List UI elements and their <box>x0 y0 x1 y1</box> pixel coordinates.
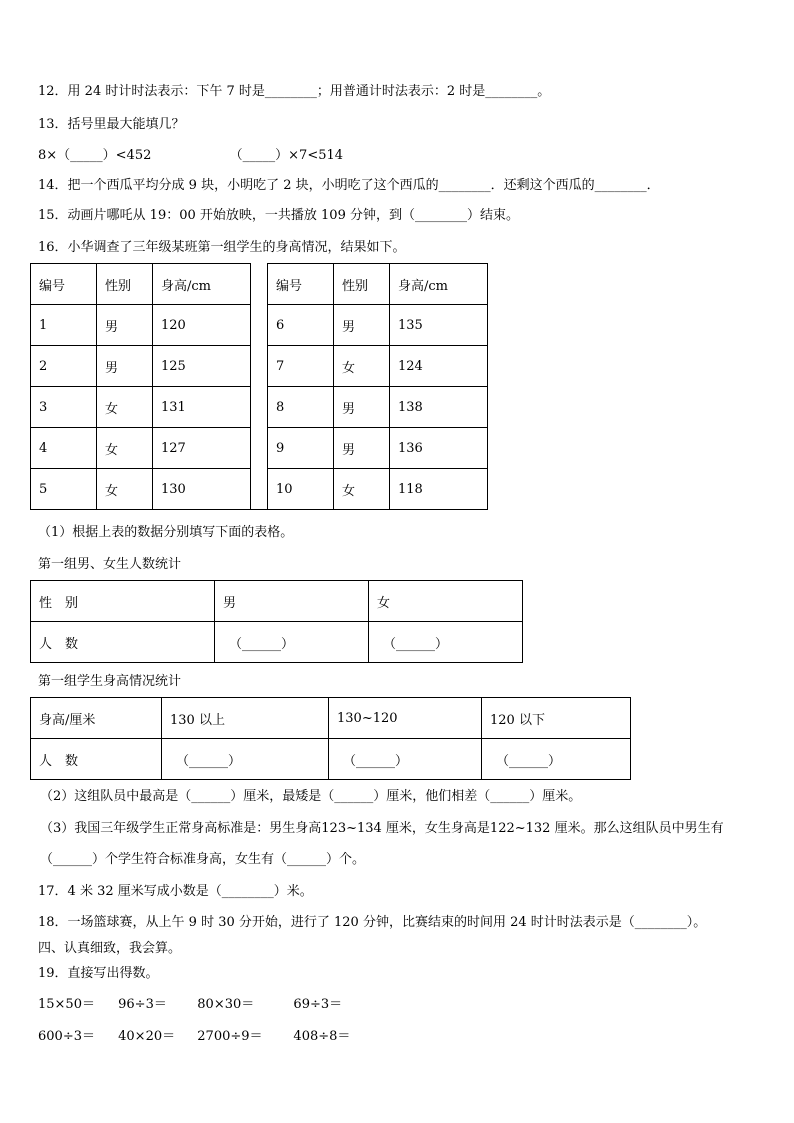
cell: 性 别 <box>31 581 215 622</box>
cell: 男 <box>215 581 369 622</box>
gender-table-title: 第一组男、女生人数统计 <box>38 557 182 572</box>
calc-item: 2700÷9＝ <box>197 1029 263 1044</box>
cell: 5 <box>31 469 97 510</box>
calc-item: 96÷3＝ <box>118 997 167 1012</box>
question-16-3-line2: （______）个学生符合标准身高，女生有（______）个。 <box>40 852 366 867</box>
blank-cell: （______） <box>369 622 523 663</box>
header-height: 身高/cm <box>153 264 251 305</box>
cell: 8 <box>268 387 334 428</box>
table-row <box>31 428 488 469</box>
table-row <box>31 622 523 663</box>
table-gap <box>251 428 268 469</box>
cell: 女 <box>97 428 153 469</box>
gender-count-table <box>30 580 523 663</box>
table-row <box>31 698 631 739</box>
cell: 124 <box>390 346 488 387</box>
cell: 10 <box>268 469 334 510</box>
cell: 女 <box>334 469 390 510</box>
question-13: 13．括号里最大能填几？ <box>38 117 185 132</box>
question-12: 12．用 24 时计时法表示：下午 7 时是________；用普通计时法表示：2 时是________。 <box>38 84 551 99</box>
blank-cell: （______） <box>329 739 482 780</box>
question-13-items <box>38 147 343 165</box>
calc-item: 600÷3＝ <box>38 1029 95 1044</box>
table-row <box>31 387 488 428</box>
question-14: 14．把一个西瓜平均分成 9 块，小明吃了 2 块，小明吃了这个西瓜的________．还剩这个西瓜的________． <box>38 178 660 193</box>
calc-item: 80×30＝ <box>197 997 255 1012</box>
question-15: 15．动画片哪吒从 19：00 开始放映，一共播放 109 分钟，到（________）结束。 <box>38 208 519 223</box>
calc-item: 408÷8＝ <box>293 1029 351 1044</box>
question-16-2: （2）这组队员中最高是（______）厘米，最矮是（______）厘米，他们相差（______）厘米。 <box>40 789 582 804</box>
cell: 118 <box>390 469 488 510</box>
table-gap <box>251 305 268 346</box>
calc-item: 69÷3＝ <box>293 997 343 1012</box>
cell: 130~120 <box>329 698 482 739</box>
question-19: 19．直接写出得数。 <box>38 966 159 981</box>
cell: 男 <box>97 305 153 346</box>
cell: 4 <box>31 428 97 469</box>
cell: 138 <box>390 387 488 428</box>
header-gender: 性别 <box>97 264 153 305</box>
question-16-3-line1: （3）我国三年级学生正常身高标准是：男生身高123~134 厘米，女生身高是122~132 厘米。那么这组队员中男生有 <box>40 821 724 836</box>
header-id: 编号 <box>268 264 334 305</box>
question-17: 17．4 米 32 厘米写成小数是（________）米。 <box>38 884 313 899</box>
height-stat-table <box>30 697 631 780</box>
header-gender: 性别 <box>334 264 390 305</box>
cell: 131 <box>153 387 251 428</box>
calc-item: 40×20＝ <box>118 1029 176 1044</box>
cell: 人 数 <box>31 622 215 663</box>
height-stat-title: 第一组学生身高情况统计 <box>38 674 182 689</box>
cell: 135 <box>390 305 488 346</box>
question-18: 18．一场篮球赛，从上午 9 时 30 分开始，进行了 120 分钟，比赛结束的时间用 24 时计时法表示是（________）。 <box>38 915 707 930</box>
header-height: 身高/cm <box>390 264 488 305</box>
cell: 130 <box>153 469 251 510</box>
cell: 1 <box>31 305 97 346</box>
question-13a: 8×（_____）<452 <box>38 148 152 163</box>
cell: 125 <box>153 346 251 387</box>
cell: 3 <box>31 387 97 428</box>
blank-cell: （______） <box>215 622 369 663</box>
cell: 女 <box>97 469 153 510</box>
cell: 男 <box>334 387 390 428</box>
blank-cell: （______） <box>162 739 329 780</box>
cell: 9 <box>268 428 334 469</box>
cell: 120 以下 <box>482 698 631 739</box>
blank-cell: （______） <box>482 739 631 780</box>
section-4-heading: 四、认真细致，我会算。 <box>38 941 182 956</box>
question-13b: （_____）×7<514 <box>229 148 344 163</box>
height-data-table <box>30 263 488 510</box>
cell: 男 <box>334 428 390 469</box>
cell: 身高/厘米 <box>31 698 162 739</box>
table-row <box>31 581 523 622</box>
cell: 女 <box>97 387 153 428</box>
calc-row-1 <box>38 996 342 1014</box>
table-gap <box>251 264 268 305</box>
cell: 136 <box>390 428 488 469</box>
cell: 7 <box>268 346 334 387</box>
table-row <box>31 305 488 346</box>
cell: 女 <box>369 581 523 622</box>
question-16-1: （1）根据上表的数据分别填写下面的表格。 <box>38 525 294 540</box>
table-gap <box>251 469 268 510</box>
cell: 人 数 <box>31 739 162 780</box>
cell: 男 <box>97 346 153 387</box>
table-row <box>31 469 488 510</box>
table-row <box>31 346 488 387</box>
cell: 120 <box>153 305 251 346</box>
cell: 127 <box>153 428 251 469</box>
calc-row-2 <box>38 1028 350 1046</box>
cell: 男 <box>334 305 390 346</box>
table-row <box>31 264 488 305</box>
cell: 130 以上 <box>162 698 329 739</box>
cell: 6 <box>268 305 334 346</box>
cell: 2 <box>31 346 97 387</box>
calc-item: 15×50＝ <box>38 997 95 1012</box>
header-id: 编号 <box>31 264 97 305</box>
cell: 女 <box>334 346 390 387</box>
table-row <box>31 739 631 780</box>
question-16: 16．小华调查了三年级某班第一组学生的身高情况，结果如下。 <box>38 240 406 255</box>
table-gap <box>251 346 268 387</box>
table-gap <box>251 387 268 428</box>
